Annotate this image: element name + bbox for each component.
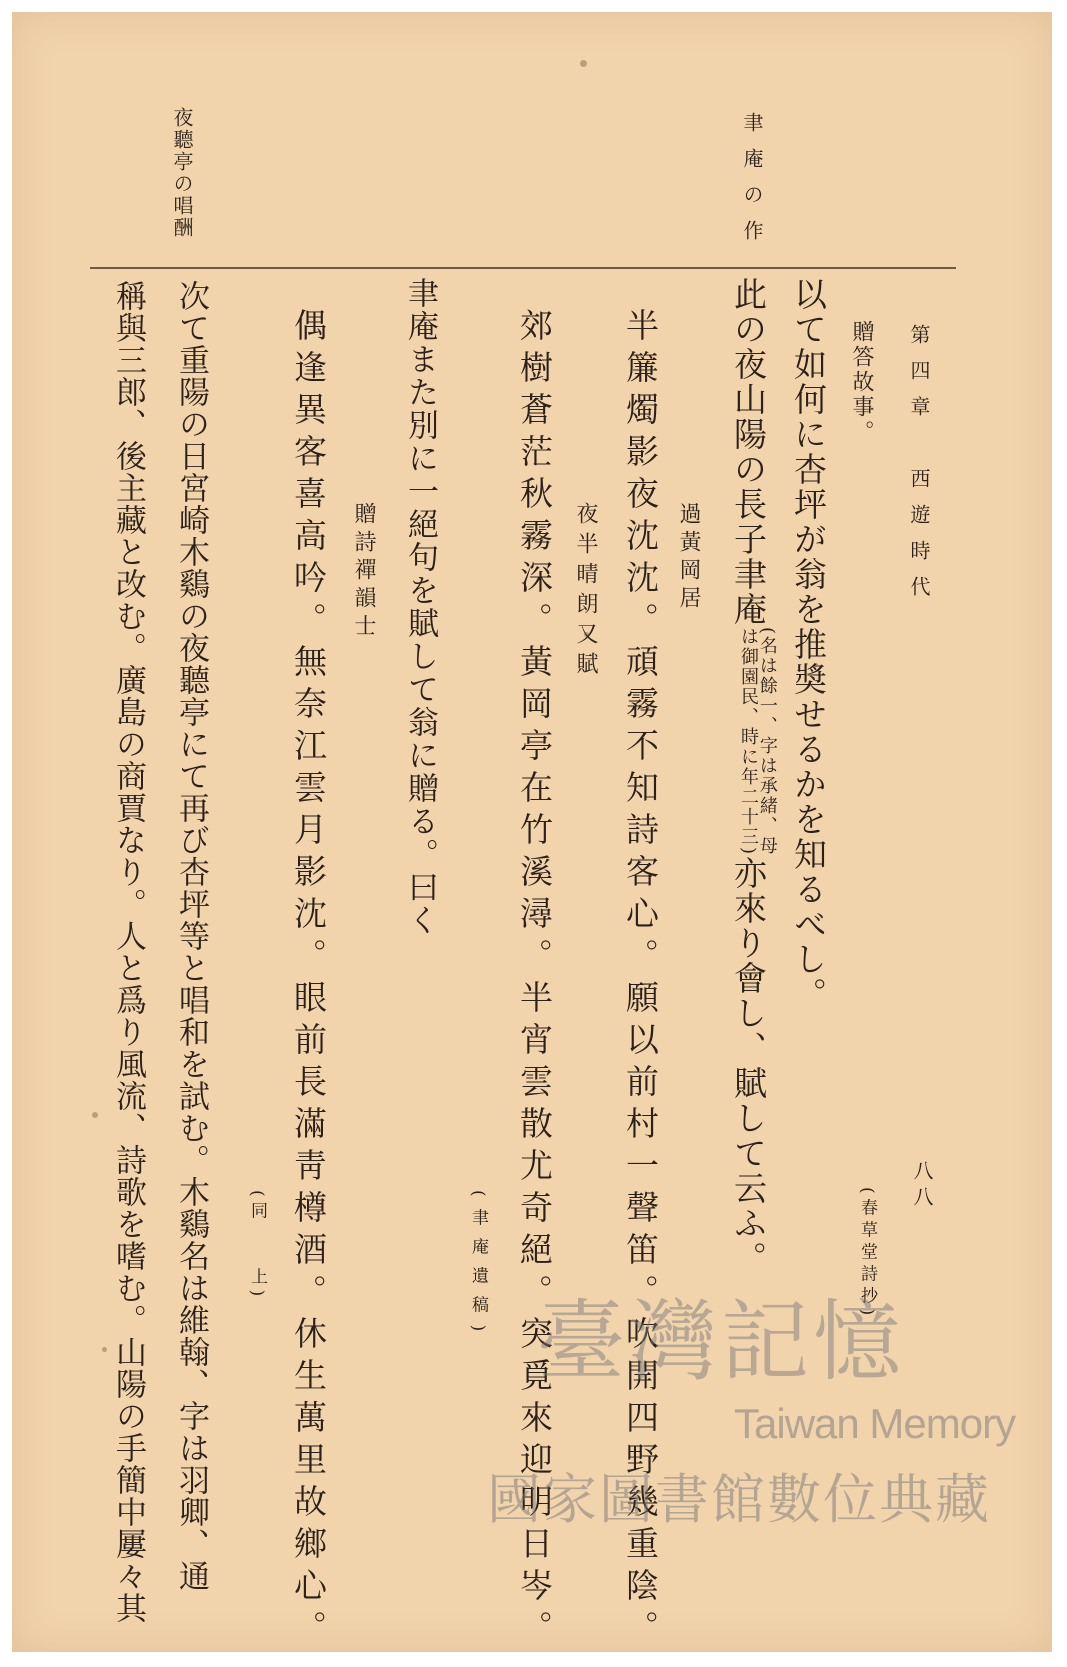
inline-note-line1: (名は餘一、字は承緒、母 [756,627,778,857]
poem-title-3: 贈詩禪韻士 [351,502,376,642]
watermark-english: Taiwan Memory [734,1400,1016,1447]
source-col-2: (春草堂詩抄) [857,1187,877,1321]
poem-1: 半簾燭影夜沈沈。頑霧不知詩客心。願以前村一聲笛。吹開四野幾重陰。 [621,308,660,1652]
poem-3: 偶逢異客喜高吟。無奈江雲月影沈。眼前長滿靑樽酒。休生萬里故鄉心。 [289,308,328,1652]
poem-title-2: 夜半晴朗又賦 [573,502,598,682]
text-col-1: 贈答故事。 [849,320,874,445]
text-col-8: 聿庵また別に一絕句を賦して翁に贈る。曰く [402,277,438,937]
text-col-3 [729,277,778,1277]
paper-speck [102,1347,107,1352]
running-head-center: 聿庵の作 [740,112,764,256]
inline-note [738,627,776,856]
watermark-logo: 臺灣記憶 [537,1290,906,1393]
col3-part-b: 亦來り會し、賦して云ふ。 [729,856,768,1277]
col3-part-a: 此の夜山陽の長子聿庵 [729,277,768,627]
text-col-11: 次て重陽の日宮崎木鷄の夜聽亭にて再び杏坪等と唱和を試む。木鷄名は維翰、字は羽卿、通 [173,280,209,1592]
running-head-left: 夜聽亭の唱酬 [170,107,194,239]
chapter-header: 第四章 西遊時代 [907,324,931,612]
text-col-12: 稱與三郎、後主藏と改む。廣島の商賈なり。人と爲り風流、詩歌を嗜む。山陽の手簡中屢々其 [110,280,146,1624]
inline-note-line2: は御園民、時に年二十三) [738,627,759,857]
source-col-7: (聿庵遺稿) [468,1190,488,1344]
source-col-10: (同 上) [247,1190,267,1302]
paper-speck [580,60,587,67]
book-page [12,12,1052,1652]
paper-speck [584,632,589,637]
watermark-chinese: 國家圖書館數位典藏 [487,1468,991,1531]
text-col-2: 以て如何に杏坪が翁を推奬せるかを知るべし。 [789,277,828,1012]
poem-2: 郊樹蒼茫秋霧深。黃岡亭在竹溪潯。半宵雲散尤奇絕。突覓來迎明日岑。 [515,308,554,1652]
poem-title-1: 過黃岡居 [676,502,701,614]
page-number: 八八 [910,1160,934,1212]
paper-speck [92,1112,98,1118]
header-rule [90,267,956,269]
